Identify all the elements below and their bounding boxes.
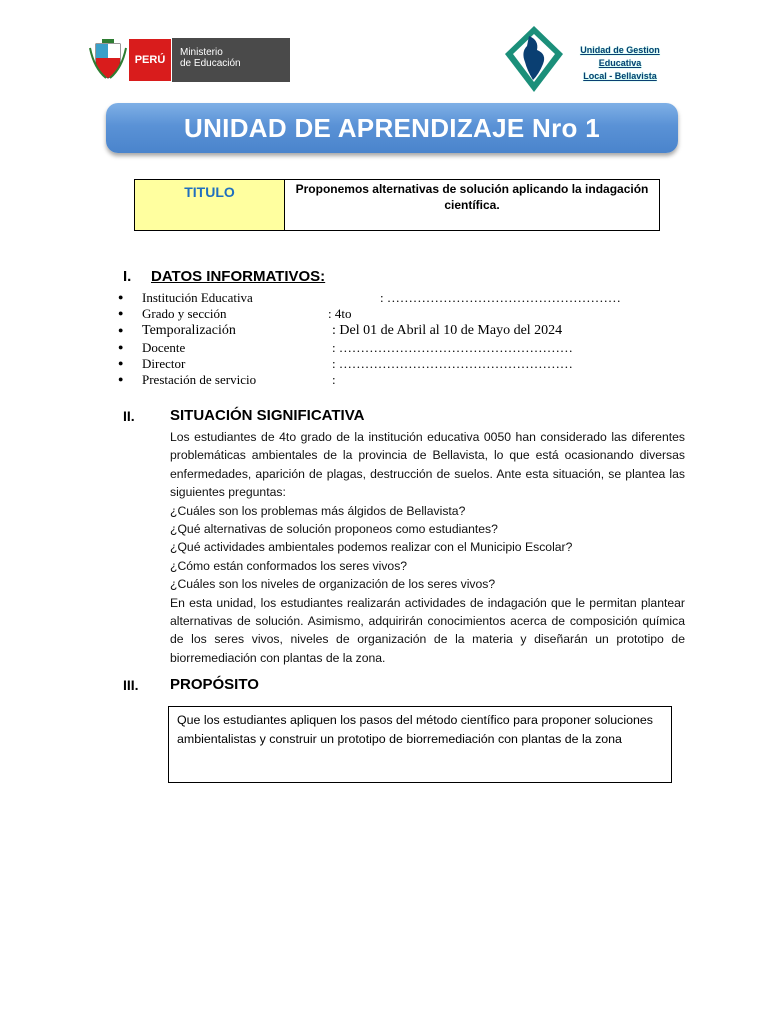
info-value: : ……………………………………………… [380, 290, 621, 305]
question-4: ¿Cómo están conformados los seres vivos? [170, 558, 408, 573]
question-2: ¿Qué alternativas de solución proponeos como estudiantes? [170, 522, 498, 537]
titulo-label: TITULO [135, 180, 285, 230]
question-5: ¿Cuáles son los niveles de organización de los seres vivos? [170, 577, 496, 592]
info-value: : Del 01 de Abril al 10 de Mayo del 2024 [332, 323, 563, 338]
minedu-logo [88, 38, 290, 82]
proposito-box [168, 706, 672, 783]
ugel-line-2: Local - Bellavista [583, 71, 657, 81]
unit-title-banner [106, 103, 678, 153]
info-label: Director [142, 356, 186, 371]
info-label: Docente [142, 340, 186, 355]
peru-coat-of-arms-icon [88, 38, 128, 82]
situacion-intro: Los estudiantes de 4to grado de la institución educativa 0050 han considerado las diferentes problemáticas ambientales de la provincia de Bellavista, lo que está ocasionando diversas enfermedades, aparición de plagas, destrucción de suelos. Ante esta situación, se plantea las siguientes preguntas: [170, 430, 685, 500]
unit-title: UNIDAD DE APRENDIZAJE Nro 1 [184, 112, 600, 143]
info-label: Grado y sección [142, 306, 227, 321]
ministry-line-2: de Educación [180, 58, 241, 69]
proposito-text: Que los estudiantes apliquen los pasos del método científico para proponer soluciones ambientalistas y construir un prototipo de biorremediación con plantas de la zona [177, 713, 653, 746]
info-label: Prestación de servicio [142, 372, 257, 387]
question-3: ¿Qué actividades ambientales podemos realizar con el Municipio Escolar? [170, 540, 573, 555]
info-value: : 4to [328, 306, 352, 321]
section-2-heading: SITUACIÓN SIGNIFICATIVA [170, 407, 365, 424]
ugel-line-1: Unidad de Gestion Educativa [580, 45, 660, 68]
section-1-number: I. [123, 268, 132, 285]
situacion-significativa-body [170, 428, 685, 667]
section-1-heading: DATOS INFORMATIVOS: [151, 268, 326, 285]
section-3-heading: PROPÓSITO [170, 676, 259, 693]
ugel-map-logo-icon [503, 24, 565, 94]
situacion-closing: En esta unidad, los estudiantes realizarán actividades de indagación que le permitan plantear alternativas de solución. Asimismo, adquirirán conocimientos acerca de composición química de los seres vivos, niveles de organización de la materia y diseñarán un prototipo de biorremediación con plantas de la zona. [170, 595, 685, 665]
peru-label: PERÚ [128, 38, 172, 82]
info-label: Temporalización [142, 323, 236, 338]
section-3-number: III. [123, 677, 139, 693]
info-label: Institución Educativa [142, 290, 253, 305]
bullet-icon: ● [118, 358, 124, 368]
info-value: : [332, 372, 336, 387]
bullet-icon: ● [118, 374, 124, 384]
info-value: : ……………………………………………… [332, 340, 573, 355]
info-value: : ……………………………………………… [332, 356, 573, 371]
bullet-icon: ● [118, 342, 124, 352]
bullet-icon: ● [118, 292, 124, 302]
titulo-table [134, 179, 660, 231]
datos-informativos-list [118, 290, 678, 390]
section-2-number: II. [123, 408, 135, 424]
bullet-icon: ● [118, 308, 124, 318]
bullet-icon: ● [118, 325, 124, 335]
question-1: ¿Cuáles son los problemas más álgidos de Bellavista? [170, 503, 466, 518]
ugel-name [560, 44, 680, 83]
ministry-name [172, 38, 290, 82]
ministry-line-1: Ministerio [180, 47, 223, 58]
titulo-value: Proponemos alternativas de solución aplicando la indagación científica. [295, 182, 649, 212]
